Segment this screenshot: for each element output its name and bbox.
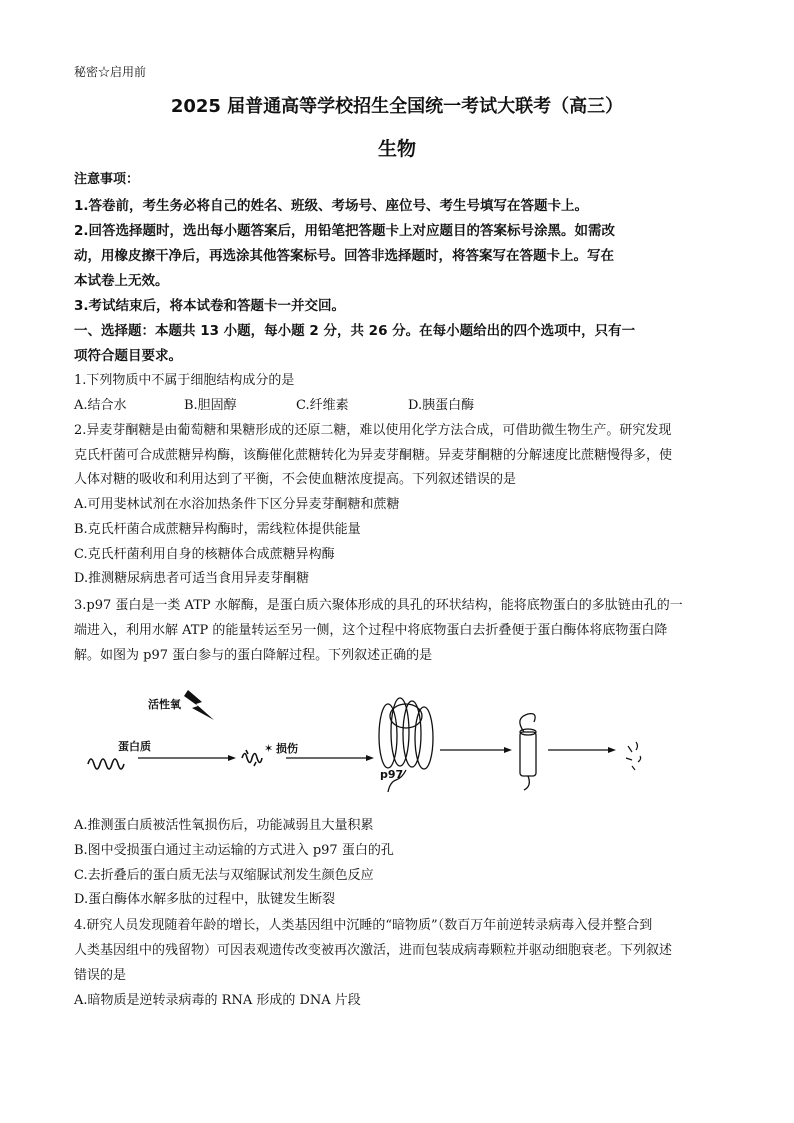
q2-option-a: A.可用斐林试剂在水浴加热条件下区分异麦芽酮糖和蔗糖 — [74, 497, 400, 512]
notice-heading: 注意事项： — [74, 172, 140, 187]
notice-item: 1.答卷前，考生务必将自己的姓名、班级、考场号、座位号、考生号填写在答题卡上。 — [74, 198, 589, 214]
q2-stem: 2.异麦芽酮糖是由葡萄糖和果糖形成的还原二糖，难以使用化学方法合成，可借助微生物生产。研究发现 — [74, 423, 672, 438]
q4-stem: 4.研究人员发现随着年龄的增长，人类基因组中沉睡的“暗物质”（数百万年前逆转录病毒入侵并整合到 — [74, 918, 653, 933]
secret-label: 秘密☆启用前 — [74, 65, 147, 79]
q1-option-b: B.胆固醇 — [184, 398, 237, 413]
notice-item: 动，用橡皮擦干净后，再选涂其他答案标号。回答非选择题时，将答案写在答题卡上。写在 — [74, 248, 614, 264]
q3-option-b: B.图中受损蛋白通过主动运输的方式进入 p97 蛋白的孔 — [74, 843, 394, 858]
q1-stem: 1.下列物质中不属于细胞结构成分的是 — [74, 373, 295, 388]
q3-stem: 解。如图为 p97 蛋白参与的蛋白降解过程。下列叙述正确的是 — [74, 648, 433, 663]
q2-stem: 克氏杆菌可合成蔗糖异构酶，该酶催化蔗糖转化为异麦芽酮糖。异麦芽酮糖的分解速度比蔗糖慢得多，使 — [74, 448, 673, 463]
q3-option-a: A.推测蛋白质被活性氧损伤后，功能减弱且大量积累 — [74, 818, 374, 833]
section-heading-cont: 项符合题目要求。 — [74, 348, 182, 364]
q2-option-d: D.推测糖尿病患者可适当食用异麦芽酮糖 — [74, 571, 310, 586]
q2-stem: 人体对糖的吸收和利用达到了平衡，不会使血糖浓度提高。下列叙述错误的是 — [74, 472, 517, 487]
p97-label: p97 — [380, 768, 404, 781]
damage-label: 损伤 — [276, 742, 298, 755]
protein-coil-icon — [88, 759, 124, 769]
ros-label: 活性氧 — [148, 698, 181, 711]
exam-title: 2025 届普通高等学校招生全国统一考试大联考（高三） — [170, 96, 624, 117]
q3-stem: 端进入，利用水解 ATP 的能量转运至另一侧，这个过程中将底物蛋白去折叠便于蛋白酶体将底物蛋白降 — [74, 623, 668, 638]
damaged-protein-icon — [242, 750, 262, 766]
notice-item: 2.回答选择题时，选出每小题答案后，用铅笔把答题卡上对应题目的答案标号涂黑。如需改 — [74, 223, 616, 239]
q3-stem: 3.p97 蛋白是一类 ATP 水解酶，是蛋白质六聚体形成的具孔的环状结构，能将底物蛋白的多肽链由孔的一 — [74, 598, 683, 613]
proteasome-icon — [520, 714, 536, 790]
notice-item: 3.考试结束后，将本试卷和答题卡一并交回。 — [74, 298, 346, 314]
q1-option-a: A.结合水 — [74, 398, 127, 413]
q3-option-d: D.蛋白酶体水解多肽的过程中，肽键发生断裂 — [74, 892, 336, 907]
protein-label: 蛋白质 — [118, 740, 151, 753]
peptide-fragments-icon — [626, 742, 641, 770]
section-heading: 一、选择题：本题共 13 小题，每小题 2 分，共 26 分。在每小题给出的四个选项中，只有一 — [74, 323, 636, 339]
q2-option-c: C.克氏杆菌利用自身的核糖体合成蔗糖异构酶 — [74, 547, 335, 562]
star-icon: ✶ — [264, 742, 274, 755]
subject-title: 生物 — [377, 138, 416, 160]
q1-option-d: D.胰蛋白酶 — [408, 398, 475, 413]
p97-degradation-figure — [80, 676, 720, 806]
q3-option-c: C.去折叠后的蛋白质无法与双缩脲试剂发生颜色反应 — [74, 868, 374, 883]
q4-stem: 人类基因组中的残留物）可因表观遗传改变被再次激活，进而包装成病毒颗粒并驱动细胞衰老。下列叙述 — [74, 943, 673, 958]
q2-option-b: B.克氏杆菌合成蔗糖异构酶时，需线粒体提供能量 — [74, 522, 361, 537]
notice-item: 本试卷上无效。 — [74, 273, 169, 289]
q4-stem: 错误的是 — [74, 968, 127, 983]
q4-option-a: A.暗物质是逆转录病毒的 RNA 形成的 DNA 片段 — [74, 993, 361, 1008]
lightning-icon — [184, 690, 214, 720]
q1-option-c: C.纤维素 — [296, 398, 349, 413]
